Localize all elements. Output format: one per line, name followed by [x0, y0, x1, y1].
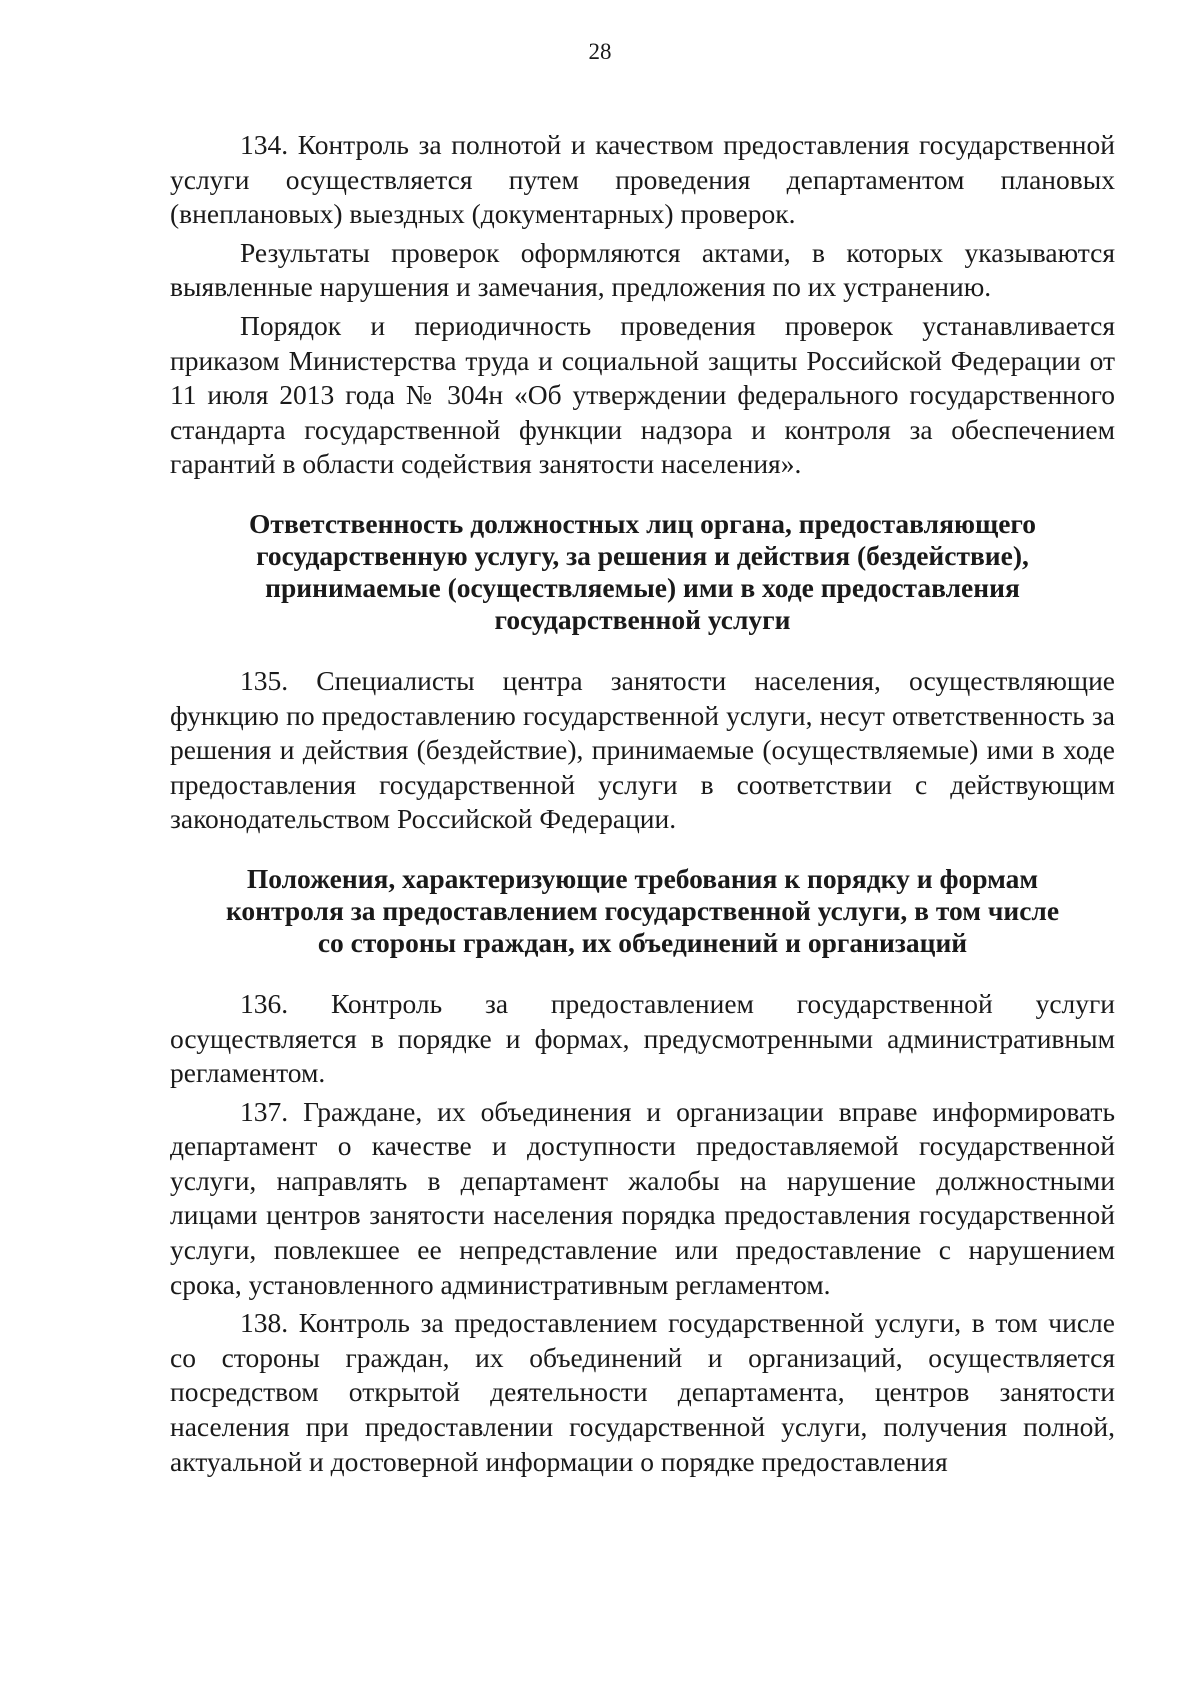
document-body — [170, 128, 1115, 1479]
heading-line: Ответственность должностных лиц органа, предоставляющего — [249, 507, 1036, 539]
heading-line: Положения, характеризующие требования к порядку и формам — [246, 862, 1039, 894]
section-heading-control — [170, 863, 1115, 959]
paragraph-137: 137. Граждане, их объединения и организации вправе информировать департамент о качестве и доступности предоставляемой государственной услуги, направлять в департамент жалобы на нарушение должностными лицами центров занятости населения порядка предоставления государственной услуги, повлекшее ее непредставление или предоставление с нарушением срока, установленного административным регламентом. — [170, 1095, 1115, 1300]
heading-line: контроля за предоставлением государственной услуги, в том числе — [225, 894, 1060, 926]
heading-line: государственную услугу, за решения и действия (бездействие), — [256, 539, 1029, 571]
paragraph-134-order: Порядок и периодичность проведения проверок устанавливается приказом Министерства труда и социальной защиты Российской Федерации от 11 июля 2013 года № 304н «Об утверждении федерального государственного стандарта государственной функции надзора и контроля за обеспечением гарантий в области содействия занятости населения». — [170, 309, 1115, 480]
paragraph-134-results: Результаты проверок оформляются актами, в которых указываются выявленные нарушения и замечания, предложения по их устранению. — [170, 236, 1115, 303]
paragraph-134: 134. Контроль за полнотой и качеством предоставления государственной услуги осуществляется путем проведения департаментом плановых (внеплановых) выездных (документарных) проверок. — [170, 129, 1115, 230]
paragraph-135: 135. Специалисты центра занятости населения, осуществляющие функцию по предоставлению государственной услуги, несут ответственность за решения и действия (бездействие), принимаемые (осуществляемые) ими в ходе предоставления государственной услуги в соответствии с действующим законодательством Российской Федерации. — [170, 664, 1115, 835]
heading-line: государственной услуги — [494, 603, 791, 635]
paragraph-138: 138. Контроль за предоставлением государственной услуги, в том числе со стороны граждан, их объединений и организаций, осуществляется посредством открытой деятельности департамента, центров занятости населения при предоставлении государственной услуги, получения полной, актуальной и достоверной информации о порядке предоставления — [170, 1307, 1115, 1477]
section-heading-responsibility — [170, 508, 1115, 636]
heading-line: принимаемые (осуществляемые) ими в ходе предоставления — [265, 571, 1020, 603]
heading-line: со стороны граждан, их объединений и организаций — [317, 926, 968, 958]
page-number: 28 — [588, 39, 612, 64]
paragraph-136: 136. Контроль за предоставлением государственной услуги осуществляется в порядке и формах, предусмотренными административным регламентом. — [170, 987, 1115, 1089]
